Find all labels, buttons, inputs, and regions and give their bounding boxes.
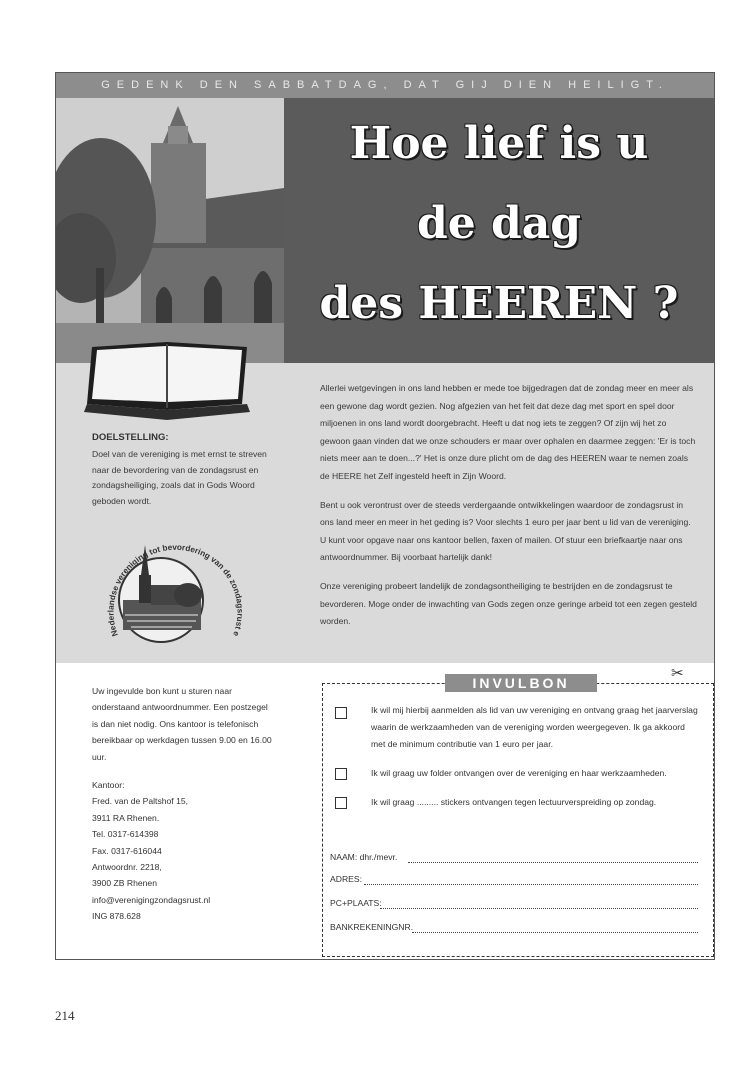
stickers-option-label: Ik wil graag ......... stickers ontvangen tegen lectuurverspreiding op zondag. xyxy=(371,797,657,807)
email-address[interactable]: info@verenigingzondagsrust.nl xyxy=(92,894,211,905)
coupon-title: INVULBON xyxy=(445,674,597,692)
antwoordnummer: Antwoordnr. 2218, xyxy=(92,862,162,873)
postcode-city-field[interactable] xyxy=(330,898,698,912)
name-field-label: NAAM: dhr./mevr. xyxy=(330,852,398,862)
title-box xyxy=(284,98,714,363)
doelstelling-heading: DOELSTELLING: xyxy=(92,432,169,443)
motto-text: GEDENK DEN SABBATDAG, DAT GIJ DIEN HEILIGT. xyxy=(101,79,669,91)
title-line-1: Hoe lief is u xyxy=(349,118,649,169)
membership-option-label: Ik wil mij hierbij aanmelden als lid van uw vereniging en ontvang graag het jaarverslag waarin de werkzaamheden van de vereniging worden weergegeven. Ik ga akkoord met de minimum contributie van 1 euro per jaar. xyxy=(371,705,698,749)
title-line-2: de dag xyxy=(416,198,582,249)
bank-account-field[interactable] xyxy=(330,922,698,936)
logo-ring-text: Nederlandse vereniging tot bevordering van de zondagsrust e xyxy=(106,542,245,638)
address-field-label: ADRES: xyxy=(330,874,362,884)
bank-account: ING 878.628 xyxy=(92,911,141,922)
address-line: 3900 ZB Rhenen xyxy=(92,878,157,889)
bank-account-field-label: BANKREKENINGNR. xyxy=(330,922,414,932)
name-field-line[interactable] xyxy=(408,862,698,863)
association-logo xyxy=(93,515,253,660)
address-line: Fred. van de Paltshof 15, xyxy=(92,796,189,807)
contact-intro: Uw ingevulde bon kunt u sturen naar onderstaand antwoordnummer. Een postzegel is dan niet nodig. Ons kantoor is telefonisch bereikbaar op werkdagen tussen 9.00 en 16.00 uur. xyxy=(92,686,272,762)
postcode-city-field-label: PC+PLAATS: xyxy=(330,898,382,908)
church-photo xyxy=(56,98,284,363)
bank-account-field-line[interactable] xyxy=(412,932,698,933)
address-field[interactable] xyxy=(330,874,698,888)
body-text xyxy=(320,380,698,642)
postcode-city-field-line[interactable] xyxy=(380,908,698,909)
stickers-checkbox[interactable] xyxy=(335,797,347,809)
address-line: 3911 RA Rhenen. xyxy=(92,812,160,823)
address-field-line[interactable] xyxy=(364,884,698,885)
folder-option-label: Ik wil graag uw folder ontvangen over de vereniging en haar werkzaamheden. xyxy=(371,768,667,778)
motto-bar xyxy=(56,73,714,98)
fax-number: Fax. 0317-616044 xyxy=(92,845,162,856)
page-number: 214 xyxy=(55,1008,75,1023)
open-bible-illustration xyxy=(82,332,257,427)
name-field[interactable] xyxy=(330,852,698,866)
title-line-3: des HEEREN ? xyxy=(319,278,679,329)
contact-info xyxy=(92,683,272,925)
folder-checkbox[interactable] xyxy=(335,768,347,780)
body-paragraph-2: Bent u ook verontrust over de steeds verdergaande ontwikkelingen waardoor de zondagsrust in ons land meer en meer in het geding is? Voor slechts 1 euro per jaar bent u lid van de vereniging. U kunt voor opgave naar ons kantoor bellen, faxen of mailen. Of stuur een briefkaartje naar ons antwoordnummer. Bij voorbaat hartelijk dank! xyxy=(320,499,691,563)
kantoor-label: Kantoor: xyxy=(92,780,125,791)
membership-checkbox[interactable] xyxy=(335,707,347,719)
body-paragraph-1: Allerlei wetgevingen in ons land hebben er mede toe bijgedragen dat de zondag meer en meer als een gewone dag wordt gezien. Nog afgezien van het feit dat deze dag met sport en spel door miljoenen in ons land wordt doorgebracht. Heeft u dat nog iets te zeggen? Of zijn wij het zo gewoon gaan vinden dat we onze schouders er maar over ophalen en daarmee zeggen: 'Er is toch niets meer aan te doen...?' Het is onze dure plicht om de dag des HEEREN waar te nemen zoals de HEERE het Zelf ingesteld heeft in Zijn Woord. xyxy=(320,383,696,481)
scissors-icon: ✂ xyxy=(671,665,684,682)
phone-number: Tel. 0317-614398 xyxy=(92,829,159,840)
body-paragraph-3: Onze vereniging probeert landelijk de zondagsontheiliging te bestrijden en de zondagsrust te bevorderen. Moge onder de inwachting van Gods zegen onze geringe arbeid tot een zegen gesteld worden. xyxy=(320,580,697,627)
doelstelling-text: Doel van de vereniging is met ernst te streven naar de bevordering van de zondagsrust en zondagsheiliging, zoals dat in Gods Woord geboden wordt. xyxy=(92,449,267,506)
